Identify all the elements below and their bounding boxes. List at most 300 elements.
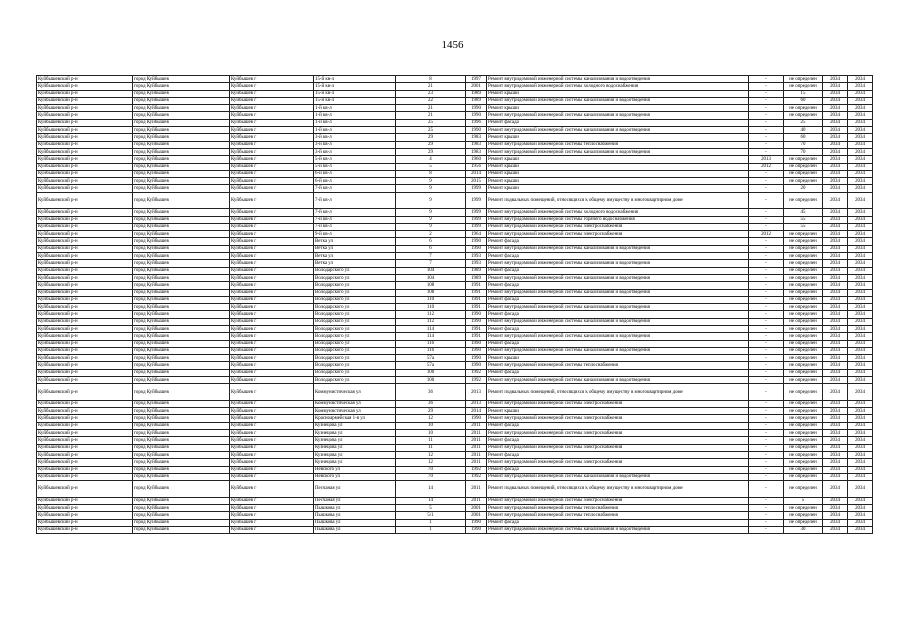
- house-cell: 57а: [396, 362, 466, 369]
- year-start-cell: 2034: [823, 347, 848, 354]
- column-8-cell: -: [749, 134, 784, 141]
- work-type-cell: Ремонт внутридомовой инженерной системы канализования и водоотведения: [487, 148, 749, 155]
- table-row: [37, 148, 873, 155]
- house-cell: 110: [396, 296, 466, 303]
- house-cell: 112: [396, 311, 466, 318]
- work-type-cell: Ремонт фасада: [487, 340, 749, 347]
- district-cell: Куйбышевский р-н: [37, 260, 133, 267]
- district-cell: Куйбышевский р-н: [37, 340, 133, 347]
- column-8-cell: -: [749, 216, 784, 223]
- district-cell: Куйбышевский р-н: [37, 444, 133, 451]
- town-cell: город Куйбышев: [133, 362, 230, 369]
- town-cell: город Куйбышев: [133, 408, 230, 415]
- work-type-cell: Ремонт фасада: [487, 282, 749, 289]
- table-body: [37, 76, 873, 534]
- town-cell: город Куйбышев: [133, 223, 230, 230]
- year-end-cell: 2034: [848, 185, 873, 192]
- work-type-cell: Ремонт внутридомовой инженерной системы теплоснабжения: [487, 362, 749, 369]
- column-8-cell: -: [749, 369, 784, 376]
- house-cell: 12: [396, 459, 466, 466]
- year-end-cell: 2034: [848, 326, 873, 333]
- year-start-cell: 2034: [823, 473, 848, 480]
- street-cell: Пышкова ул: [314, 526, 396, 533]
- column-9-cell: не определен: [784, 369, 823, 376]
- year-end-cell: 2034: [848, 127, 873, 134]
- column-9-cell: 20: [784, 185, 823, 192]
- table-row: [37, 326, 873, 333]
- table-row: [37, 384, 873, 401]
- district-cell: Куйбышевский р-н: [37, 304, 133, 311]
- locality-cell: Куйбышев г: [230, 289, 314, 296]
- house-cell: 5: [396, 504, 466, 511]
- district-cell: Куйбышевский р-н: [37, 148, 133, 155]
- year-cell: 1997: [466, 76, 487, 83]
- year-end-cell: 2034: [848, 260, 873, 267]
- column-9-cell: не определен: [784, 260, 823, 267]
- street-cell: Коммунистическая ул: [314, 400, 396, 407]
- locality-cell: Куйбышев г: [230, 526, 314, 533]
- year-start-cell: 2034: [823, 119, 848, 126]
- town-cell: город Куйбышев: [133, 451, 230, 458]
- column-8-cell: -: [749, 473, 784, 480]
- district-cell: Куйбышевский р-н: [37, 466, 133, 473]
- house-cell: 5/1: [396, 512, 466, 519]
- column-8-cell: -: [749, 223, 784, 230]
- district-cell: Куйбышевский р-н: [37, 408, 133, 415]
- column-9-cell: не определен: [784, 512, 823, 519]
- town-cell: город Куйбышев: [133, 178, 230, 185]
- year-start-cell: 2034: [823, 192, 848, 209]
- column-9-cell: не определен: [784, 355, 823, 362]
- locality-cell: Куйбышев г: [230, 333, 314, 340]
- work-type-cell: Ремонт внутридомовой инженерной системы горячего водоснабжения: [487, 216, 749, 223]
- column-9-cell: не определен: [784, 504, 823, 511]
- column-8-cell: -: [749, 238, 784, 245]
- column-8-cell: -: [749, 444, 784, 451]
- year-start-cell: 2034: [823, 296, 848, 303]
- work-type-cell: Ремонт внутридомовой инженерной системы канализования и водоотведения: [487, 318, 749, 325]
- year-end-cell: 2034: [848, 148, 873, 155]
- locality-cell: Куйбышев г: [230, 141, 314, 148]
- year-cell: 1999: [466, 192, 487, 209]
- house-cell: 23: [396, 90, 466, 97]
- column-9-cell: не определен: [784, 362, 823, 369]
- work-type-cell: Ремонт внутридомовой инженерной системы теплоснабжения: [487, 504, 749, 511]
- town-cell: город Куйбышев: [133, 296, 230, 303]
- page-number: 1456: [441, 39, 464, 51]
- street-cell: Невского ул: [314, 473, 396, 480]
- street-cell: Кузнецова ул: [314, 430, 396, 437]
- street-cell: Кузнецова ул: [314, 437, 396, 444]
- street-cell: 3-й кв-л: [314, 141, 396, 148]
- street-cell: Красноармейская 1-я ул: [314, 415, 396, 422]
- street-cell: 15-й кв-л: [314, 97, 396, 104]
- year-start-cell: 2034: [823, 76, 848, 83]
- house-cell: 12: [396, 415, 466, 422]
- table-row: [37, 377, 873, 384]
- street-cell: Володарского ул: [314, 362, 396, 369]
- table-row: [37, 119, 873, 126]
- district-cell: Куйбышевский р-н: [37, 497, 133, 504]
- locality-cell: Куйбышев г: [230, 223, 314, 230]
- column-9-cell: не определен: [784, 105, 823, 112]
- column-9-cell: не определен: [784, 289, 823, 296]
- column-8-cell: -: [749, 274, 784, 281]
- year-end-cell: 2034: [848, 282, 873, 289]
- year-cell: 1999: [466, 185, 487, 192]
- column-8-cell: -: [749, 119, 784, 126]
- year-cell: 1983: [466, 134, 487, 141]
- table-row: [37, 408, 873, 415]
- locality-cell: Куйбышев г: [230, 274, 314, 281]
- year-end-cell: 2034: [848, 466, 873, 473]
- work-type-cell: Ремонт внутридомовой инженерной системы канализования и водоотведения: [487, 274, 749, 281]
- town-cell: город Куйбышев: [133, 304, 230, 311]
- column-8-cell: -: [749, 253, 784, 260]
- year-cell: 1999: [466, 223, 487, 230]
- year-start-cell: 2034: [823, 415, 848, 422]
- locality-cell: Куйбышев г: [230, 408, 314, 415]
- year-cell: 1992: [466, 377, 487, 384]
- year-start-cell: 2034: [823, 422, 848, 429]
- district-cell: Куйбышевский р-н: [37, 231, 133, 238]
- year-start-cell: 2034: [823, 209, 848, 216]
- locality-cell: Куйбышев г: [230, 318, 314, 325]
- street-cell: Володарского ул: [314, 369, 396, 376]
- year-end-cell: 2034: [848, 105, 873, 112]
- year-start-cell: 2034: [823, 185, 848, 192]
- district-cell: Куйбышевский р-н: [37, 127, 133, 134]
- table-row: [37, 473, 873, 480]
- street-cell: Володарского ул: [314, 296, 396, 303]
- capital-repair-table: [36, 75, 873, 534]
- town-cell: город Куйбышев: [133, 141, 230, 148]
- town-cell: город Куйбышев: [133, 260, 230, 267]
- house-cell: 104: [396, 274, 466, 281]
- work-type-cell: Ремонт внутридомовой инженерной системы канализования и водоотведения: [487, 245, 749, 252]
- table-row: [37, 311, 873, 318]
- table-row: [37, 347, 873, 354]
- district-cell: Куйбышевский р-н: [37, 481, 133, 498]
- year-cell: 1990: [466, 238, 487, 245]
- year-start-cell: 2034: [823, 127, 848, 134]
- town-cell: город Куйбышев: [133, 481, 230, 498]
- year-start-cell: 2034: [823, 156, 848, 163]
- district-cell: Куйбышевский р-н: [37, 238, 133, 245]
- house-cell: 14: [396, 481, 466, 498]
- year-start-cell: 2034: [823, 163, 848, 170]
- column-8-cell: -: [749, 148, 784, 155]
- table-row: [37, 170, 873, 177]
- year-start-cell: 2034: [823, 90, 848, 97]
- column-9-cell: не определен: [784, 437, 823, 444]
- house-cell: 6: [396, 245, 466, 252]
- work-type-cell: Ремонт внутридомовой инженерной системы канализования и водоотведения: [487, 76, 749, 83]
- locality-cell: Куйбышев г: [230, 400, 314, 407]
- year-end-cell: 2034: [848, 384, 873, 401]
- district-cell: Куйбышевский р-н: [37, 282, 133, 289]
- column-8-cell: -: [749, 415, 784, 422]
- house-cell: 21: [396, 83, 466, 90]
- locality-cell: Куйбышев г: [230, 451, 314, 458]
- table-row: [37, 141, 873, 148]
- locality-cell: Куйбышев г: [230, 304, 314, 311]
- town-cell: город Куйбышев: [133, 384, 230, 401]
- work-type-cell: Ремонт фасада: [487, 437, 749, 444]
- town-cell: город Куйбышев: [133, 355, 230, 362]
- column-8-cell: -: [749, 340, 784, 347]
- town-cell: город Куйбышев: [133, 347, 230, 354]
- year-start-cell: 2034: [823, 253, 848, 260]
- year-cell: 2011: [466, 430, 487, 437]
- year-cell: 1990: [466, 526, 487, 533]
- locality-cell: Куйбышев г: [230, 216, 314, 223]
- town-cell: город Куйбышев: [133, 430, 230, 437]
- column-9-cell: не определен: [784, 231, 823, 238]
- table-row: [37, 209, 873, 216]
- house-cell: 10: [396, 430, 466, 437]
- table-row: [37, 216, 873, 223]
- town-cell: город Куйбышев: [133, 238, 230, 245]
- table-row: [37, 362, 873, 369]
- column-8-cell: -: [749, 97, 784, 104]
- column-8-cell: -: [749, 90, 784, 97]
- year-end-cell: 2034: [848, 192, 873, 209]
- year-cell: 1993: [466, 253, 487, 260]
- column-9-cell: не определен: [784, 519, 823, 526]
- street-cell: Пышкова ул: [314, 512, 396, 519]
- table-row: [37, 231, 873, 238]
- district-cell: Куйбышевский р-н: [37, 437, 133, 444]
- column-9-cell: не определен: [784, 408, 823, 415]
- street-cell: Володарского ул: [314, 355, 396, 362]
- town-cell: город Куйбышев: [133, 444, 230, 451]
- year-cell: 2011: [466, 444, 487, 451]
- work-type-cell: Ремонт внутридомовой инженерной системы канализования и водоотведения: [487, 473, 749, 480]
- year-start-cell: 2034: [823, 519, 848, 526]
- street-cell: Ветка ул: [314, 238, 396, 245]
- year-start-cell: 2034: [823, 430, 848, 437]
- year-end-cell: 2034: [848, 451, 873, 458]
- year-start-cell: 2034: [823, 408, 848, 415]
- work-type-cell: Ремонт фасада: [487, 326, 749, 333]
- column-9-cell: не определен: [784, 296, 823, 303]
- column-9-cell: 45: [784, 209, 823, 216]
- locality-cell: Куйбышев г: [230, 430, 314, 437]
- town-cell: город Куйбышев: [133, 497, 230, 504]
- house-cell: 29: [396, 148, 466, 155]
- year-start-cell: 2034: [823, 170, 848, 177]
- work-type-cell: Ремонт внутридомовой инженерной системы электроснабжения: [487, 223, 749, 230]
- street-cell: Володарского ул: [314, 347, 396, 354]
- year-cell: 1993: [466, 260, 487, 267]
- year-start-cell: 2034: [823, 231, 848, 238]
- year-cell: 1991: [466, 296, 487, 303]
- table-row: [37, 289, 873, 296]
- work-type-cell: Ремонт фасада: [487, 253, 749, 260]
- work-type-cell: Ремонт крыши: [487, 134, 749, 141]
- locality-cell: Куйбышев г: [230, 260, 314, 267]
- year-start-cell: 2034: [823, 141, 848, 148]
- street-cell: Ветка ул: [314, 245, 396, 252]
- town-cell: город Куйбышев: [133, 512, 230, 519]
- table-row: [37, 512, 873, 519]
- district-cell: Куйбышевский р-н: [37, 415, 133, 422]
- column-8-cell: -: [749, 192, 784, 209]
- table-row: [37, 400, 873, 407]
- year-cell: 1990: [466, 105, 487, 112]
- column-8-cell: -: [749, 311, 784, 318]
- street-cell: 7-й кв-л: [314, 216, 396, 223]
- column-9-cell: 5: [784, 497, 823, 504]
- year-cell: 1991: [466, 282, 487, 289]
- street-cell: 7-й кв-л: [314, 223, 396, 230]
- locality-cell: Куйбышев г: [230, 466, 314, 473]
- table-row: [37, 504, 873, 511]
- year-end-cell: 2034: [848, 216, 873, 223]
- table-row: [37, 134, 873, 141]
- street-cell: 15-й кв-л: [314, 83, 396, 90]
- town-cell: город Куйбышев: [133, 473, 230, 480]
- work-type-cell: Ремонт внутридомовой инженерной системы электроснабжения: [487, 497, 749, 504]
- district-cell: Куйбышевский р-н: [37, 119, 133, 126]
- town-cell: город Куйбышев: [133, 105, 230, 112]
- year-start-cell: 2034: [823, 289, 848, 296]
- column-9-cell: не определен: [784, 473, 823, 480]
- year-start-cell: 2034: [823, 512, 848, 519]
- year-cell: 1983: [466, 141, 487, 148]
- year-cell: 2014: [466, 408, 487, 415]
- year-cell: 1990: [466, 519, 487, 526]
- year-cell: 2011: [466, 422, 487, 429]
- table-row: [37, 76, 873, 83]
- year-end-cell: 2034: [848, 223, 873, 230]
- column-8-cell: 2012: [749, 163, 784, 170]
- house-cell: 7: [396, 260, 466, 267]
- street-cell: Володарского ул: [314, 289, 396, 296]
- district-cell: Куйбышевский р-н: [37, 134, 133, 141]
- table-row: [37, 318, 873, 325]
- town-cell: город Куйбышев: [133, 253, 230, 260]
- street-cell: Володарского ул: [314, 340, 396, 347]
- street-cell: 7-й кв-л: [314, 185, 396, 192]
- year-cell: 1991: [466, 333, 487, 340]
- table-row: [37, 163, 873, 170]
- column-8-cell: -: [749, 267, 784, 274]
- column-8-cell: -: [749, 245, 784, 252]
- year-end-cell: 2034: [848, 355, 873, 362]
- house-cell: 5: [396, 163, 466, 170]
- locality-cell: Куйбышев г: [230, 326, 314, 333]
- year-end-cell: 2034: [848, 481, 873, 498]
- work-type-cell: Ремонт внутридомовой инженерной системы канализования и водоотведения: [487, 377, 749, 384]
- locality-cell: Куйбышев г: [230, 481, 314, 498]
- year-end-cell: 2034: [848, 369, 873, 376]
- district-cell: Куйбышевский р-н: [37, 156, 133, 163]
- column-8-cell: -: [749, 326, 784, 333]
- column-8-cell: -: [749, 408, 784, 415]
- district-cell: Куйбышевский р-н: [37, 318, 133, 325]
- locality-cell: Куйбышев г: [230, 148, 314, 155]
- town-cell: город Куйбышев: [133, 326, 230, 333]
- town-cell: город Куйбышев: [133, 289, 230, 296]
- street-cell: Кузнецова ул: [314, 444, 396, 451]
- work-type-cell: Ремонт внутридомовой инженерной системы канализования и водоотведения: [487, 289, 749, 296]
- district-cell: Куйбышевский р-н: [37, 451, 133, 458]
- town-cell: город Куйбышев: [133, 83, 230, 90]
- column-8-cell: -: [749, 304, 784, 311]
- house-cell: 108: [396, 289, 466, 296]
- year-cell: 2011: [466, 459, 487, 466]
- house-cell: 9: [396, 223, 466, 230]
- column-8-cell: 2013: [749, 156, 784, 163]
- work-type-cell: Ремонт внутридомовой инженерной системы канализования и водоотведения: [487, 304, 749, 311]
- locality-cell: Куйбышев г: [230, 192, 314, 209]
- column-9-cell: не определен: [784, 415, 823, 422]
- town-cell: город Куйбышев: [133, 112, 230, 119]
- year-cell: 2011: [466, 481, 487, 498]
- year-end-cell: 2034: [848, 119, 873, 126]
- year-cell: 1991: [466, 289, 487, 296]
- year-cell: 1989: [466, 274, 487, 281]
- locality-cell: Куйбышев г: [230, 119, 314, 126]
- street-cell: Володарского ул: [314, 333, 396, 340]
- locality-cell: Куйбышев г: [230, 231, 314, 238]
- street-cell: 1-й кв-л: [314, 119, 396, 126]
- work-type-cell: Ремонт фасада: [487, 119, 749, 126]
- table-row: [37, 245, 873, 252]
- locality-cell: Куйбышев г: [230, 473, 314, 480]
- column-8-cell: -: [749, 526, 784, 533]
- year-end-cell: 2034: [848, 267, 873, 274]
- locality-cell: Куйбышев г: [230, 238, 314, 245]
- table-row: [37, 260, 873, 267]
- column-9-cell: не определен: [784, 422, 823, 429]
- house-cell: 70: [396, 473, 466, 480]
- work-type-cell: Ремонт крыши: [487, 156, 749, 163]
- locality-cell: Куйбышев г: [230, 209, 314, 216]
- year-start-cell: 2034: [823, 444, 848, 451]
- locality-cell: Куйбышев г: [230, 97, 314, 104]
- year-cell: 1990: [466, 340, 487, 347]
- column-8-cell: 2012: [749, 231, 784, 238]
- table-row: [37, 97, 873, 104]
- table-row: [37, 444, 873, 451]
- district-cell: Куйбышевский р-н: [37, 422, 133, 429]
- year-end-cell: 2034: [848, 170, 873, 177]
- locality-cell: Куйбышев г: [230, 170, 314, 177]
- locality-cell: Куйбышев г: [230, 163, 314, 170]
- year-cell: 1990: [466, 415, 487, 422]
- table-row: [37, 526, 873, 533]
- district-cell: Куйбышевский р-н: [37, 512, 133, 519]
- table-row: [37, 105, 873, 112]
- column-9-cell: не определен: [784, 451, 823, 458]
- table-row: [37, 459, 873, 466]
- street-cell: 15-й кв-л: [314, 90, 396, 97]
- column-9-cell: 60: [784, 97, 823, 104]
- town-cell: город Куйбышев: [133, 127, 230, 134]
- year-end-cell: 2034: [848, 163, 873, 170]
- district-cell: Куйбышевский р-н: [37, 459, 133, 466]
- year-end-cell: 2034: [848, 90, 873, 97]
- column-9-cell: не определен: [784, 274, 823, 281]
- street-cell: Ветка ул: [314, 253, 396, 260]
- locality-cell: Куйбышев г: [230, 178, 314, 185]
- table-row: [37, 267, 873, 274]
- year-cell: 1990: [466, 318, 487, 325]
- street-cell: 3-й кв-л: [314, 134, 396, 141]
